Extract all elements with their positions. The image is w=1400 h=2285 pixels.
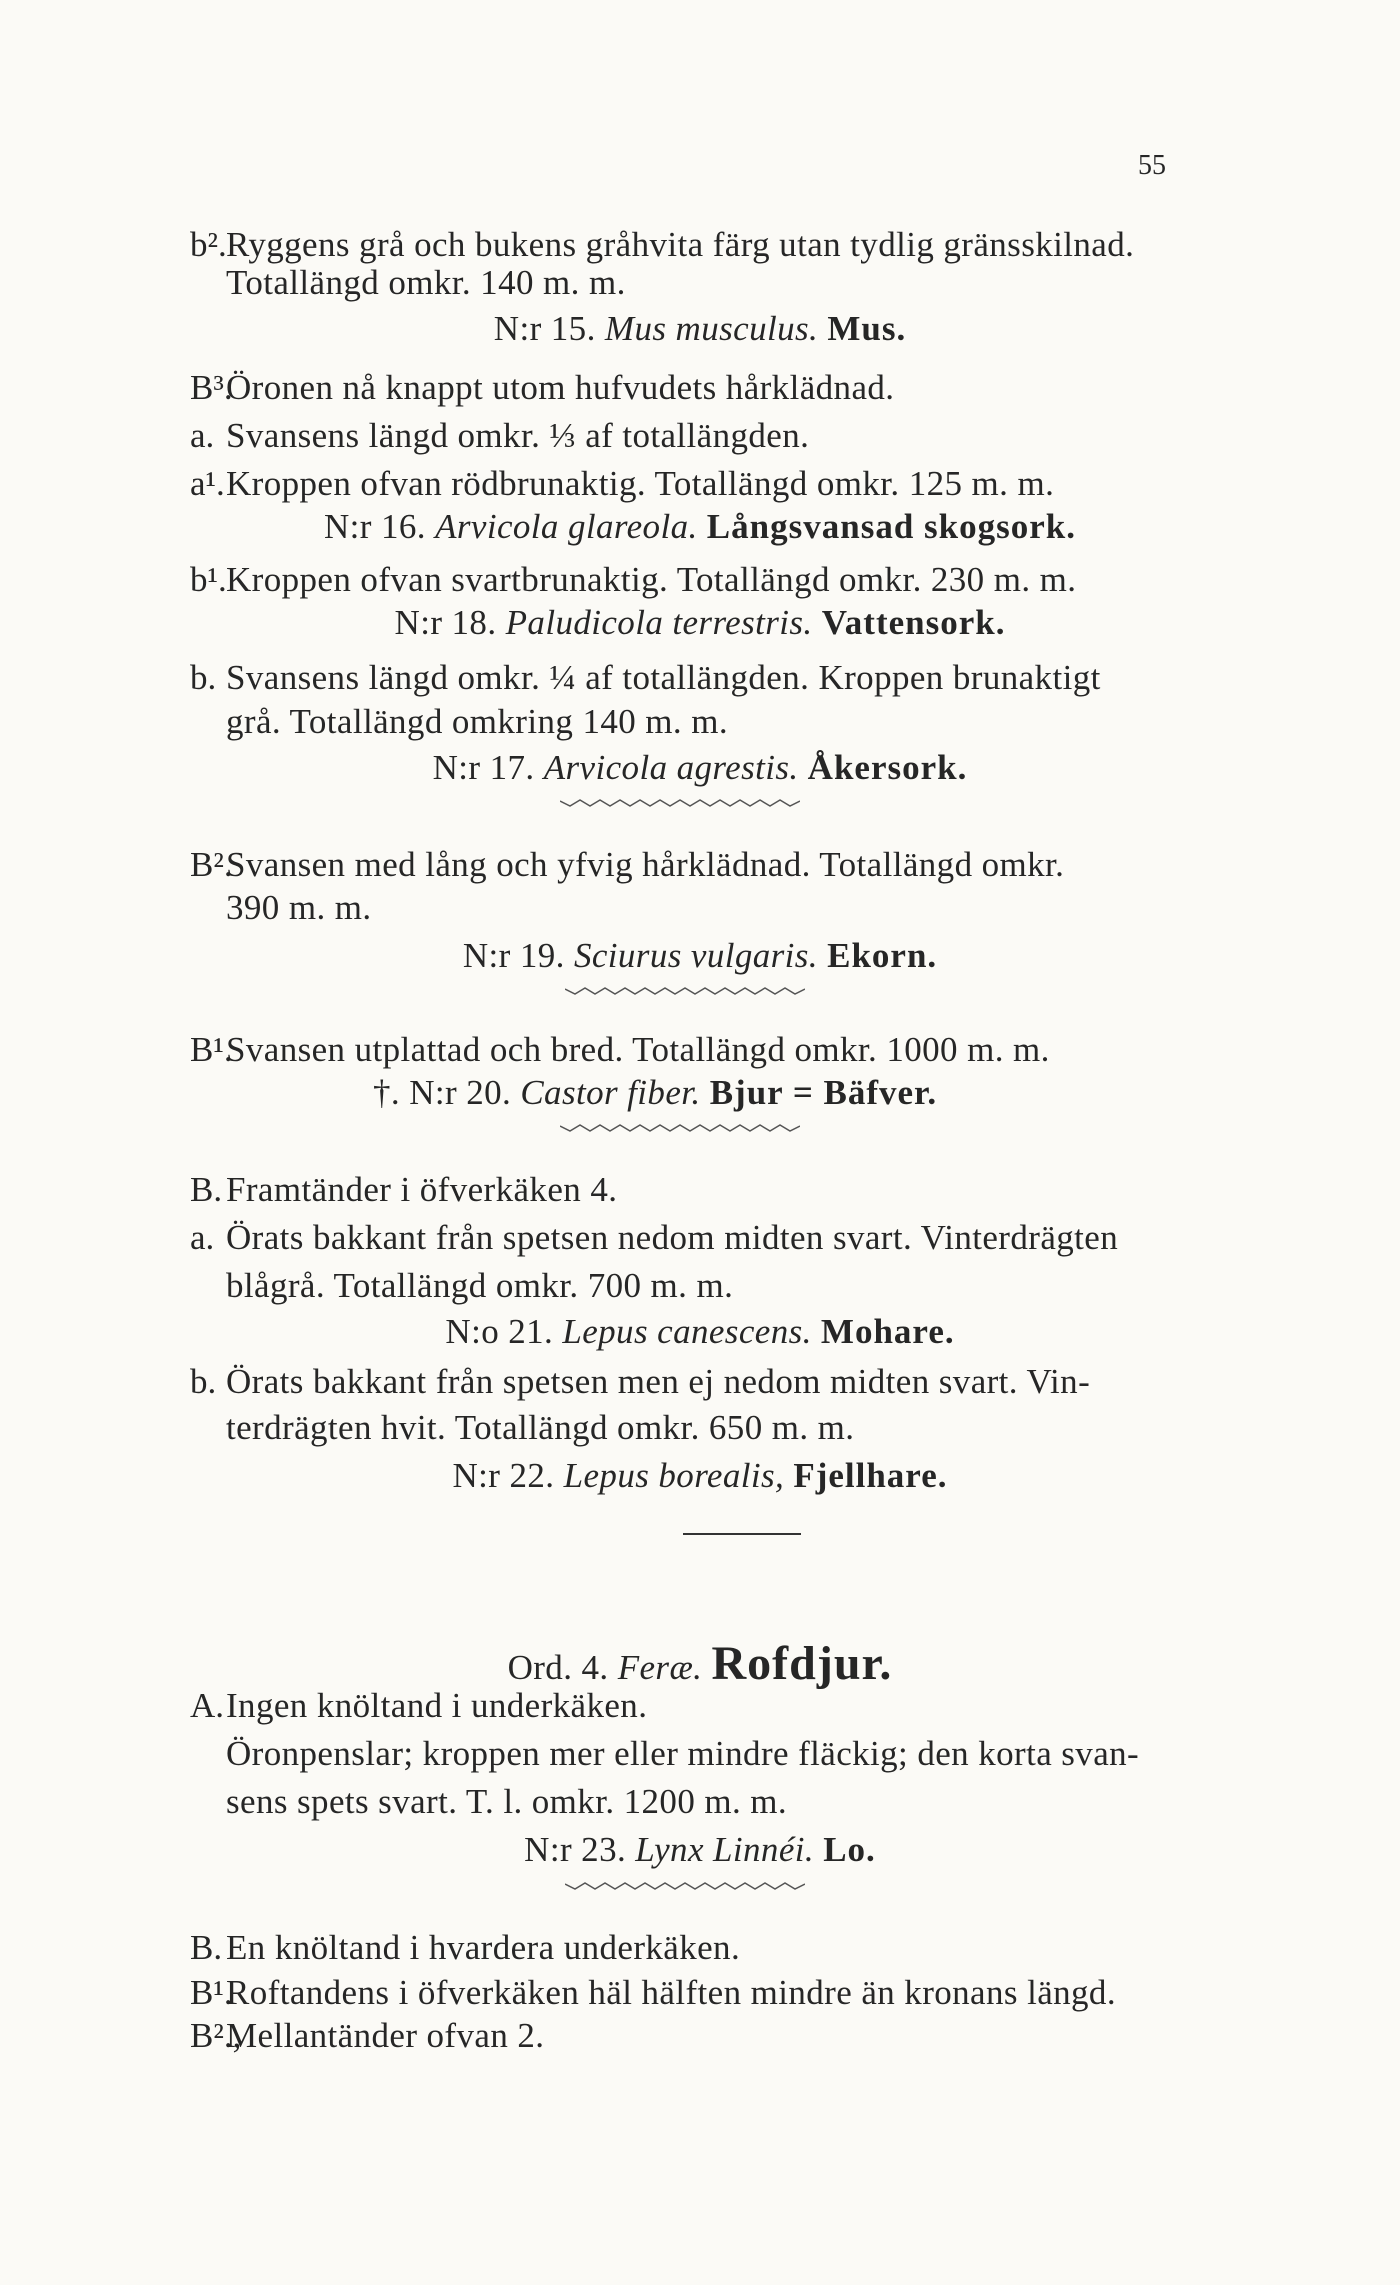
species-latin-name: Sciurus vulgaris. [573, 936, 818, 975]
key-text: sens spets svart. T. l. omkr. 1200 m. m. [226, 1782, 788, 1821]
key-text: Ingen knöltand i underkäken. [226, 1686, 648, 1725]
species-latin-name: Lepus borealis, [563, 1456, 785, 1495]
order-number: Ord. 4. [507, 1648, 609, 1687]
species-common-name: Åkersork. [807, 748, 968, 787]
key-marker: B. [190, 1928, 223, 1967]
order-latin-name: Feræ. [617, 1648, 703, 1687]
key-marker: a. [190, 1218, 215, 1257]
key-marker: B. [190, 1170, 223, 1209]
page-number: 55 [1138, 150, 1166, 181]
species-latin-name: Castor fiber. [520, 1073, 701, 1112]
species-line [0, 1314, 1400, 1349]
key-text: Öronpenslar; kroppen mer eller mindre fläckig; den korta svan- [226, 1734, 1140, 1773]
species-number: N:r 22. [452, 1456, 555, 1495]
species-latin-name: Mus musculus. [604, 309, 819, 348]
key-marker: A. [190, 1686, 225, 1725]
species-common-name: Mus. [827, 309, 907, 348]
species-number: N:r 17. [432, 748, 535, 787]
key-marker: b. [190, 658, 217, 697]
key-text [226, 660, 1101, 695]
key-marker: b. [190, 1362, 217, 1401]
species-common-name: Vattensork. [821, 603, 1006, 642]
key-marker: B¹. [190, 1030, 233, 1069]
key-text: Örats bakkant från spetsen men ej nedom midten svart. Vin- [226, 1362, 1091, 1401]
species-line [0, 509, 1400, 544]
key-text-part: af totallängden. [585, 416, 810, 455]
key-marker: B¹. [190, 1973, 233, 2012]
species-common-name: Bjur = Bäfver. [709, 1073, 938, 1112]
species-line [0, 750, 1400, 785]
key-text [226, 418, 809, 453]
species-number: N:r 15. [493, 309, 596, 348]
key-marker: B²., [190, 2016, 242, 2055]
species-line [373, 1075, 937, 1110]
key-text: grå. Totallängd omkring 140 m. m. [226, 702, 728, 741]
key-text: 390 m. m. [226, 888, 372, 927]
key-text: blågrå. Totallängd omkr. 700 m. m. [226, 1266, 734, 1305]
species-latin-name: Lepus canescens. [562, 1312, 812, 1351]
species-line [0, 1832, 1400, 1867]
species-number: N:o 21. [445, 1312, 554, 1351]
fraction: ¼ [549, 658, 577, 697]
key-text-part: af totallängden. Kroppen brunaktigt [585, 658, 1101, 697]
key-text: terdrägten hvit. Totallängd omkr. 650 m. m. [226, 1408, 855, 1447]
key-text: En knöltand i hvardera underkäken. [226, 1928, 741, 1967]
key-marker: b². [190, 225, 227, 264]
key-marker: a¹. [190, 464, 225, 503]
key-text: Roftandens i öfverkäken häl hälften mindre än kronans längd. [226, 1973, 1116, 2012]
wavy-separator [565, 1880, 805, 1892]
key-text: Svansen utplattad och bred. Totallängd omkr. 1000 m. m. [226, 1030, 1050, 1069]
species-number: N:r 19. [462, 936, 565, 975]
key-text-part: Svansens längd omkr. [226, 658, 541, 697]
key-text: Öronen nå knappt utom hufvudets hårklädnad. [226, 368, 895, 407]
species-number: N:r 23. [524, 1830, 627, 1869]
key-text: Framtänder i öfverkäken 4. [226, 1170, 618, 1209]
key-text: Örats bakkant från spetsen nedom midten svart. Vinterdrägten [226, 1218, 1119, 1257]
species-latin-name: Paludicola terrestris. [505, 603, 813, 642]
wavy-separator [560, 1122, 800, 1134]
wavy-separator [560, 797, 800, 809]
fraction: ⅓ [549, 416, 577, 455]
species-common-name: Mohare. [820, 1312, 955, 1351]
species-number: †. N:r 20. [373, 1073, 512, 1112]
key-marker: B². [190, 845, 233, 884]
key-text-part: Svansens längd omkr. [226, 416, 541, 455]
species-common-name: Ekorn. [827, 936, 938, 975]
order-common-name: Rofdjur. [711, 1637, 893, 1690]
key-text: Ryggens grå och bukens gråhvita färg utan tydlig gränsskilnad. [226, 225, 1135, 264]
species-latin-name: Arvicola agrestis. [543, 748, 799, 787]
species-line [0, 605, 1400, 640]
key-text: Mellantänder ofvan 2. [226, 2016, 545, 2055]
species-number: N:r 16. [323, 507, 426, 546]
order-heading [0, 1637, 1400, 1690]
species-number: N:r 18. [394, 603, 497, 642]
key-text: Totallängd omkr. 140 m. m. [226, 263, 626, 302]
section-divider [683, 1533, 801, 1535]
key-text: Kroppen ofvan svartbrunaktig. Totallängd omkr. 230 m. m. [226, 560, 1077, 599]
species-common-name: Långsvansad skogsork. [706, 507, 1076, 546]
wavy-separator [565, 985, 805, 997]
species-line [0, 1458, 1400, 1493]
key-marker: b¹. [190, 560, 227, 599]
species-latin-name: Lynx Linnéi. [635, 1830, 815, 1869]
key-marker: B³. [190, 368, 233, 407]
species-line [0, 938, 1400, 973]
species-latin-name: Arvicola glareola. [435, 507, 698, 546]
species-common-name: Fjellhare. [793, 1456, 948, 1495]
key-text: Svansen med lång och yfvig hårklädnad. Totallängd omkr. [226, 845, 1065, 884]
species-common-name: Lo. [823, 1830, 876, 1869]
key-marker: a. [190, 416, 215, 455]
species-line [0, 311, 1400, 346]
key-text: Kroppen ofvan rödbrunaktig. Totallängd omkr. 125 m. m. [226, 464, 1055, 503]
